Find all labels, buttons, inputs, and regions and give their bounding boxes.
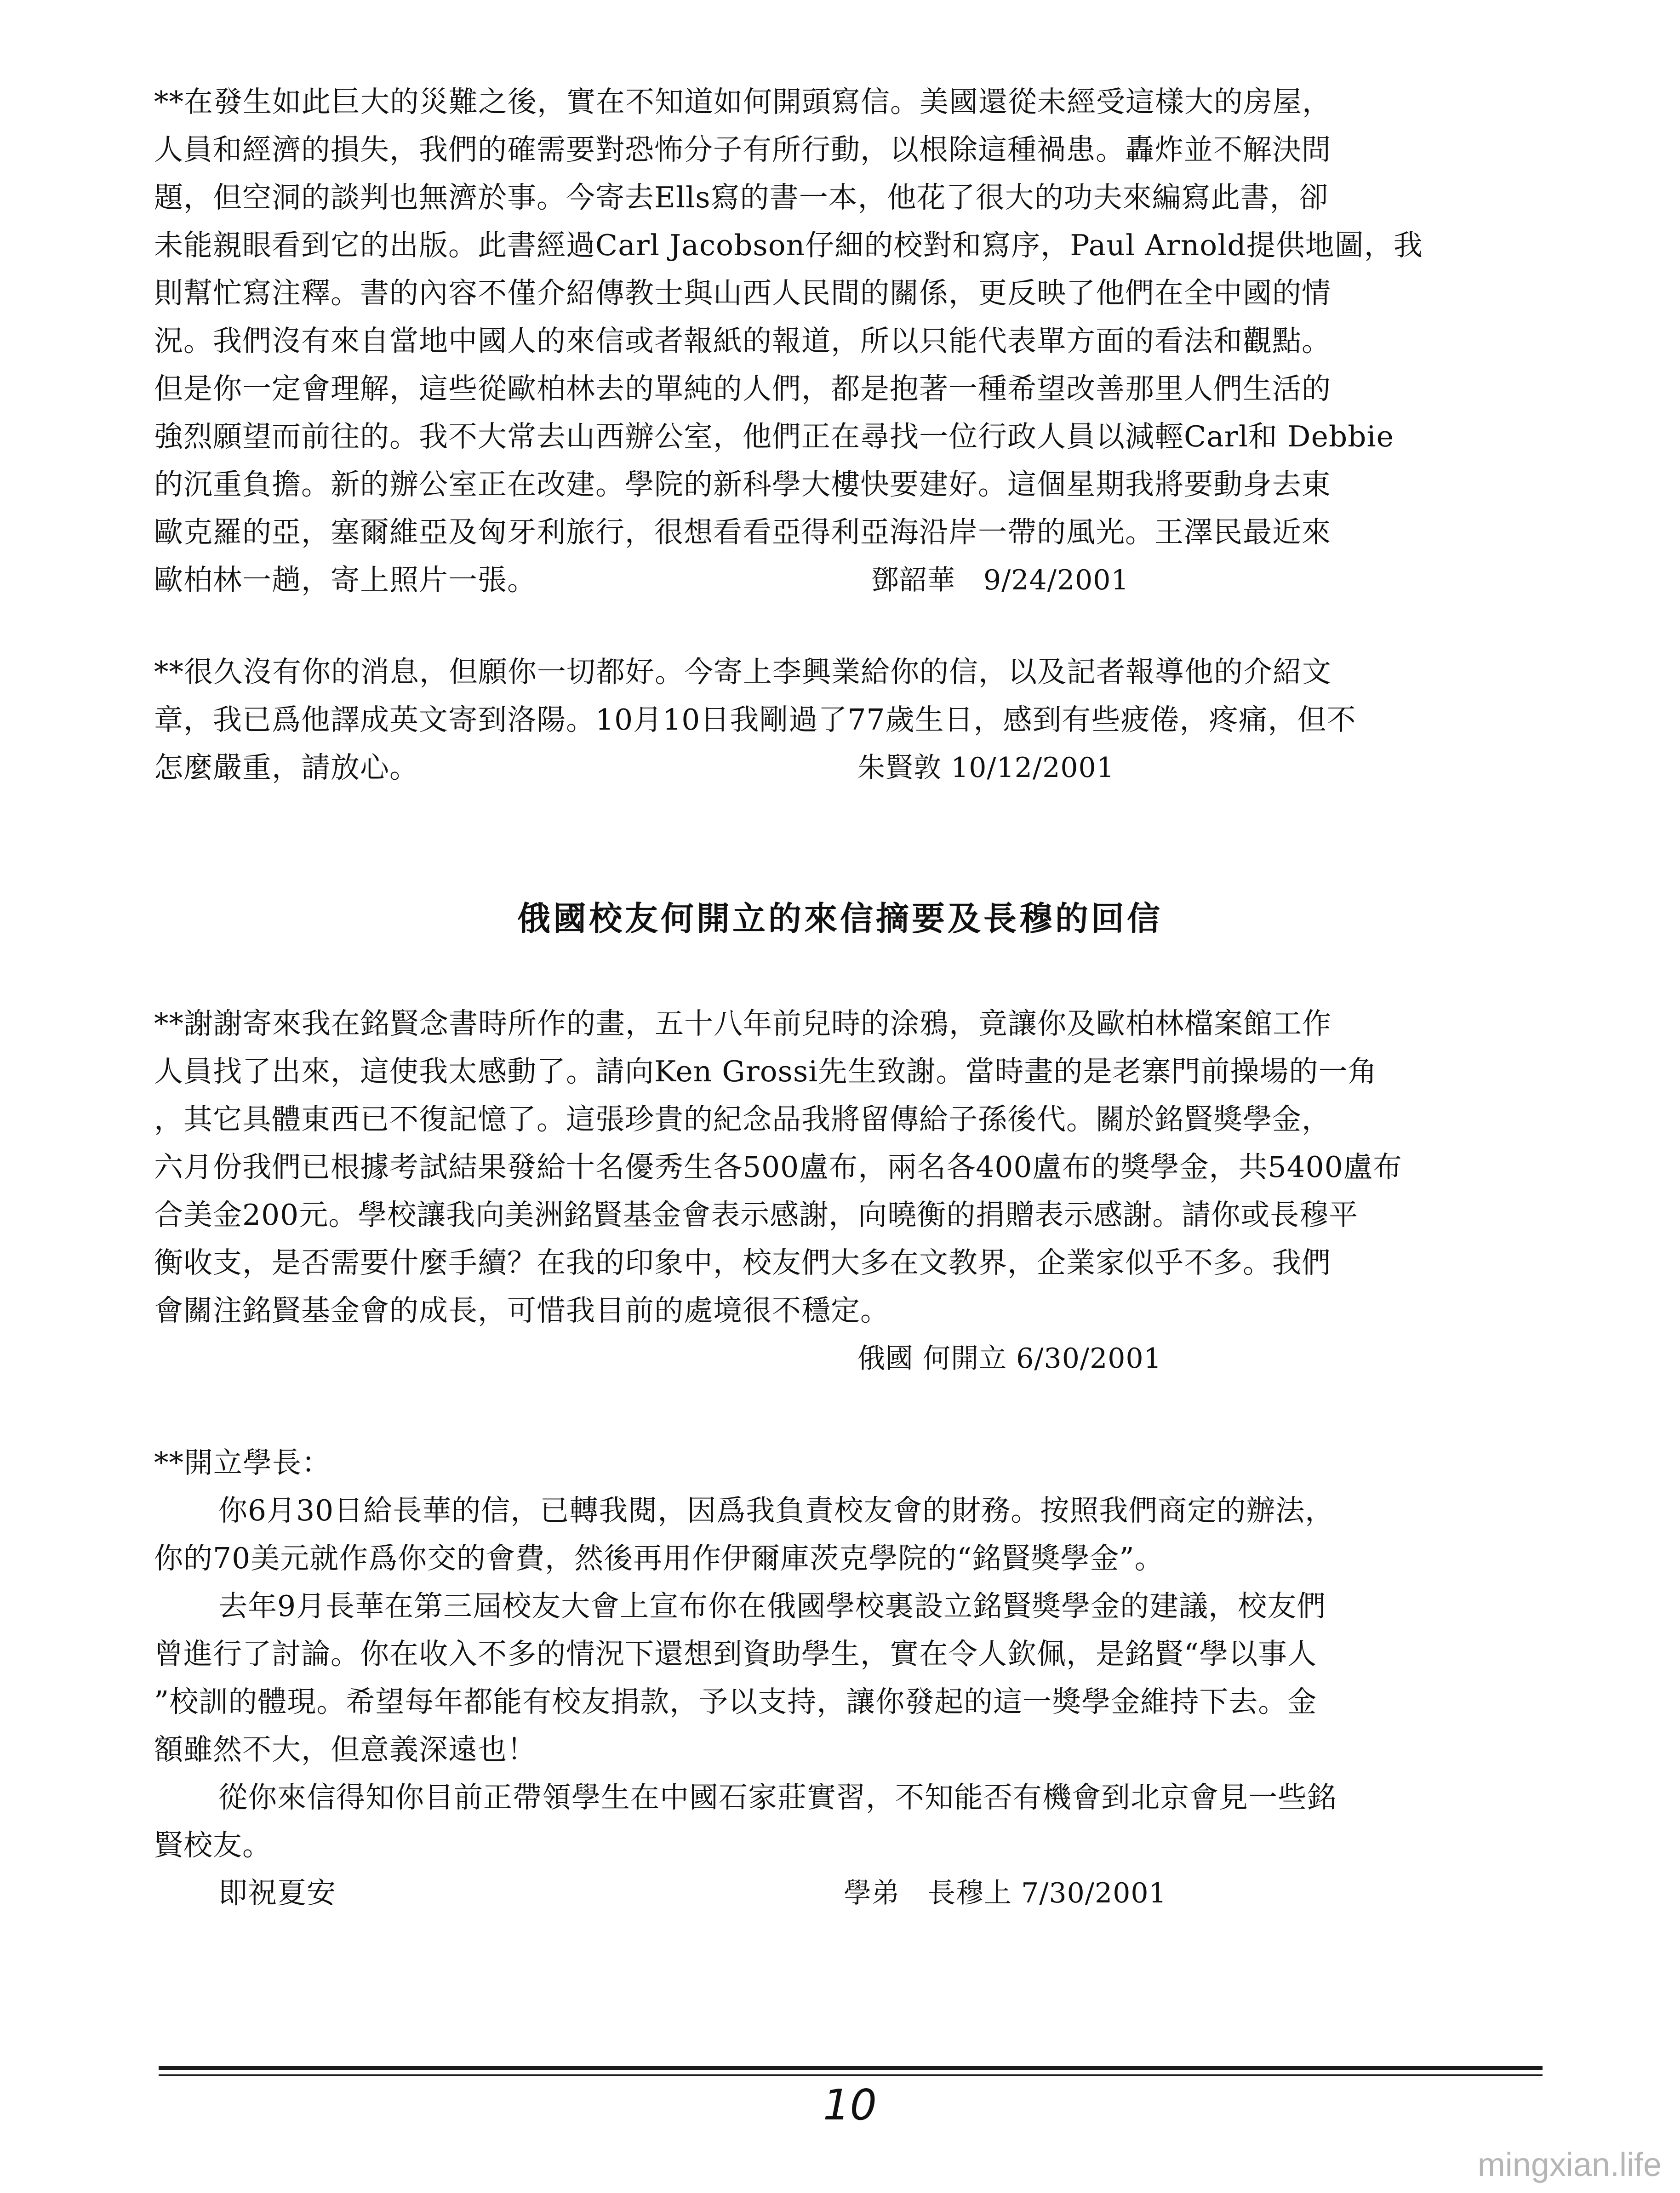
letter-2-last-line <box>154 744 1533 792</box>
letter-2 <box>154 648 1533 792</box>
letter-4-line: 你的70美元就作爲你交的會費，然後再用作伊爾庫茨克學院的“銘賢獎學金”。 <box>154 1542 1164 1575</box>
letter-1-line: 歐克羅的亞，塞爾維亞及匈牙利旅行，很想看看亞得利亞海沿岸一帶的風光。王澤民最近來 <box>154 515 1331 549</box>
letter-3-line: 會關注銘賢基金會的成長，可惜我目前的處境很不穩定。 <box>154 1294 890 1327</box>
letter-3-line: 六月份我們已根據考試結果發給十名優秀生各500盧布，兩名各400盧布的獎學金，共5400盧布 <box>154 1150 1402 1184</box>
letter-4-line: 你6月30日給長華的信，已轉我閱，因爲我負責校友會的財務。按照我們商定的辦法， <box>218 1494 1335 1527</box>
letter-4-line: ”校訓的體現。希望每年都能有校友捐款，予以支持，讓你發起的這一獎學金維持下去。金 <box>154 1685 1317 1719</box>
letter-4-line: 從你來信得知你目前正帶領學生在中國石家莊實習，不知能否有機會到北京會見一些銘 <box>218 1781 1337 1814</box>
letter-3 <box>154 1000 1533 1382</box>
section-title: 俄國校友何開立的來信摘要及長穆的回信 <box>517 899 1163 938</box>
footer-rule-thin <box>159 2074 1543 2076</box>
letter-3-signature: 俄國 何開立 6/30/2001 <box>857 1342 1162 1375</box>
letter-2-last-text: 怎麼嚴重，請放心。 <box>154 751 419 784</box>
letter-4-salutation: **開立學長： <box>154 1446 331 1479</box>
page-number: 10 <box>823 2080 877 2130</box>
letter-4-line: 去年9月長華在第三屆校友大會上宣布你在俄國學校裏設立銘賢獎學金的建議，校友們 <box>218 1589 1326 1623</box>
letter-3-line: ，其它具體東西已不復記憶了。這張珍貴的紀念品我將留傳給子孫後代。關於銘賢獎學金， <box>154 1102 1331 1136</box>
letter-2-line: 章，我已爲他譯成英文寄到洛陽。10月10日我剛過了77歲生日，感到有些疲倦，疼痛，但不 <box>154 703 1356 737</box>
letter-1-line: 但是你一定會理解，這些從歐柏林去的單純的人們，都是抱著一種希望改善那里人們生活的 <box>154 372 1331 405</box>
letter-1-line: 強烈願望而前往的。我不大常去山西辦公室，他們正在尋找一位行政人員以減輕Carl和 Debbie <box>154 420 1394 453</box>
letter-2-signature: 朱賢敦 10/12/2001 <box>857 752 1114 784</box>
letter-1-line: 的沉重負擔。新的辦公室正在改建。學院的新科學大樓快要建好。這個星期我將要動身去東 <box>154 468 1331 501</box>
letter-1-line: 人員和經濟的損失，我們的確需要對恐怖分子有所行動，以根除這種禍患。轟炸並不解決問 <box>154 133 1331 166</box>
footer-rule <box>159 2066 1543 2070</box>
letter-1-line: 題，但空洞的談判也無濟於事。今寄去Ells寫的書一本，他花了很大的功夫來編寫此書，卻 <box>154 181 1329 214</box>
letter-4-closing-line <box>154 1869 1533 1917</box>
letter-4-line: 曾進行了討論。你在收入不多的情況下還想到資助學生，實在令人欽佩，是銘賢“學以事人 <box>154 1637 1317 1671</box>
letter-1-line: **在發生如此巨大的災難之後，實在不知道如何開頭寫信。美國還從未經受這樣大的房屋， <box>154 85 1331 119</box>
letter-3-line: 衡收支，是否需要什麼手續？在我的印象中，校友們大多在文教界，企業家似乎不多。我們 <box>154 1246 1331 1279</box>
letter-4-closing: 即祝夏安 <box>218 1876 336 1910</box>
letter-4-line: 賢校友。 <box>154 1828 272 1862</box>
letter-2-line: **很久沒有你的消息，但願你一切都好。今寄上李興業給你的信，以及記者報導他的介紹文 <box>154 655 1331 689</box>
letter-1-line: 況。我們沒有來自當地中國人的來信或者報紙的報道，所以只能代表單方面的看法和觀點。 <box>154 324 1331 358</box>
letter-1-signature: 鄧韶華 9/24/2001 <box>871 564 1129 596</box>
letter-3-line: 合美金200元。學校讓我向美洲銘賢基金會表示感謝，向曉衡的捐贈表示感謝。請你或長穆平 <box>154 1198 1359 1232</box>
letter-1-line: 未能親眼看到它的出版。此書經過Carl Jacobson仔細的校對和寫序，Paul Arnold提供地圖，我 <box>154 228 1423 262</box>
letter-1-last-line <box>154 556 1533 604</box>
letter-1-line: 則幫忙寫注釋。書的內容不僅介紹傳教士與山西人民間的關係，更反映了他們在全中國的情 <box>154 276 1331 310</box>
letter-3-line: 人員找了出來，這使我太感動了。請向Ken Grossi先生致謝。當時畫的是老寨門前操場的一角 <box>154 1055 1377 1088</box>
letter-3-line: **謝謝寄來我在銘賢念書時所作的畫，五十八年前兒時的涂鴉，竟讓你及歐柏林檔案館工作 <box>154 1007 1331 1040</box>
letter-1 <box>154 78 1533 604</box>
letter-4-signature: 學弟 長穆上 7/30/2001 <box>844 1877 1167 1909</box>
letter-1-last-text: 歐柏林一趟，寄上照片一張。 <box>154 563 537 597</box>
letter-4-line: 額雖然不大，但意義深遠也！ <box>154 1733 537 1766</box>
letter-3-signature-line <box>154 1335 1533 1382</box>
watermark: mingxian.life <box>1477 2147 1662 2183</box>
letter-4 <box>154 1439 1533 1917</box>
